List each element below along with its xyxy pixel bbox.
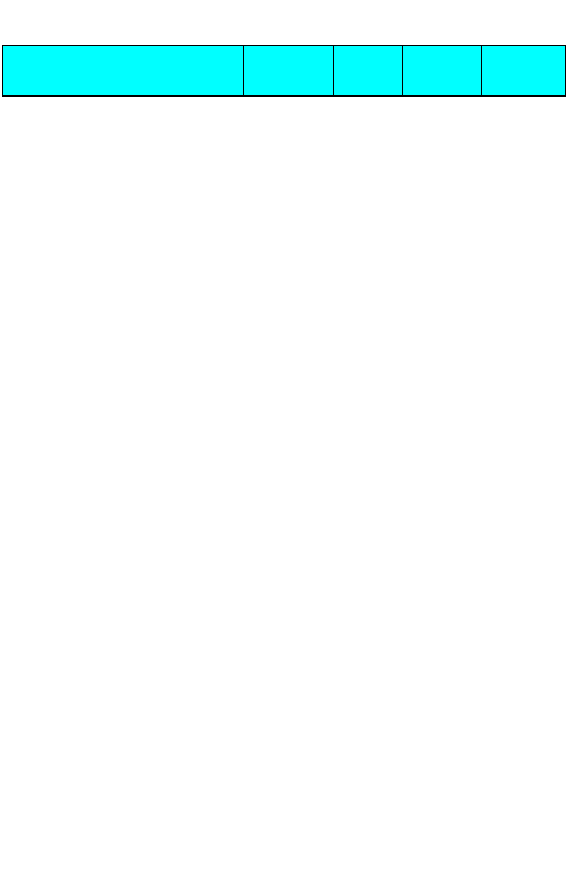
header-region (3, 46, 244, 97)
header-superficie (334, 46, 403, 97)
table-title (6, 2, 561, 17)
table-header-row (3, 46, 566, 97)
header-departamento (244, 46, 334, 97)
data-table (2, 45, 566, 97)
header-densidad (482, 46, 566, 97)
header-poblacion (403, 46, 482, 97)
